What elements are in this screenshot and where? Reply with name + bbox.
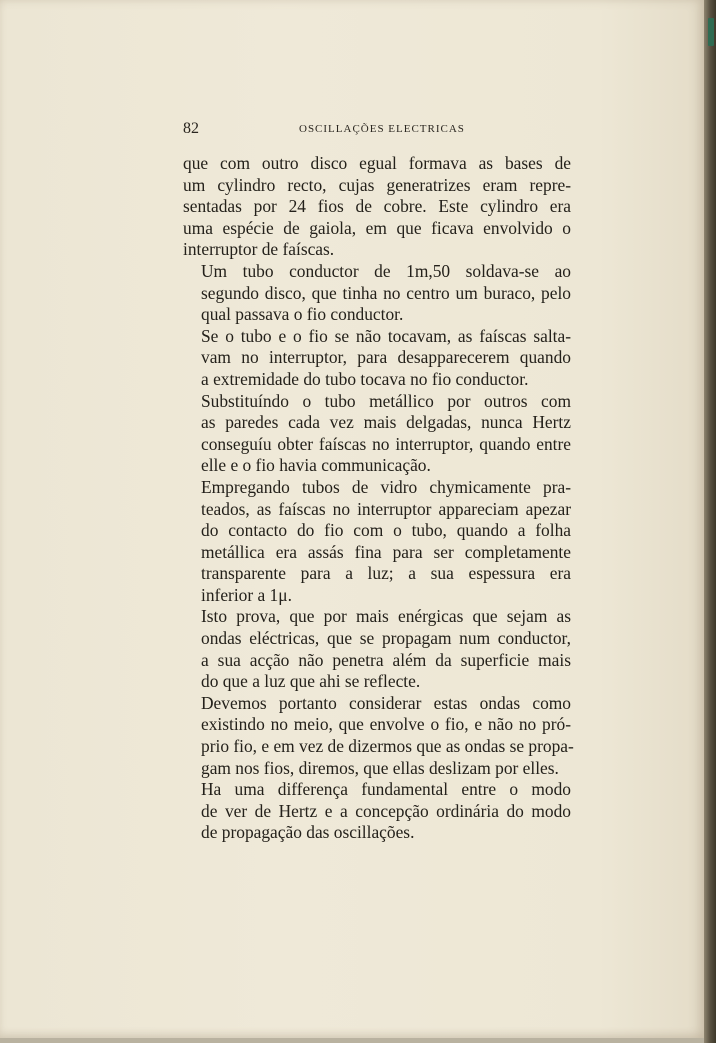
paragraph	[183, 477, 571, 607]
text-line: um cylindro recto, cujas generatrizes eram repre-	[183, 174, 571, 195]
text-line: segundo disco, que tinha no centro um buraco, pelo	[201, 282, 571, 303]
paragraph	[183, 153, 571, 261]
text-line: de propagação das oscillações.	[201, 822, 415, 843]
text-line: prio fio, e em vez de dizermos que as ondas se propa-	[201, 736, 574, 757]
text-line: Um tubo conductor de 1m,50 soldava-se ao	[201, 260, 571, 281]
text-line: do que a luz que ahi se reflecte.	[201, 671, 421, 692]
text-line: existindo no meio, que envolve o fio, e não no pró-	[201, 714, 571, 735]
text-line: as paredes cada vez mais delgadas, nunca Hertz	[201, 412, 571, 433]
text-line: Ha uma differença fundamental entre o modo	[201, 779, 571, 800]
paragraph	[183, 779, 571, 844]
text-line: a extremidade do tubo tocava no fio conductor.	[201, 368, 529, 389]
text-line: gam nos fios, diremos, que ellas deslizam por elles.	[201, 757, 559, 778]
text-line: sentadas por 24 fios de cobre. Este cylindro era	[183, 196, 571, 217]
text-line: Empregando tubos de vidro chymicamente pra-	[201, 476, 571, 497]
text-line: qual passava o fio conductor.	[201, 304, 404, 325]
book-spine-edge	[704, 0, 716, 1043]
body-text	[183, 153, 574, 844]
text-line: que com outro disco egual formava as bases de	[183, 153, 571, 173]
text-line: Substituíndo o tubo metállico por outros com	[201, 390, 571, 411]
text-line: vam no interruptor, para desapparecerem quando	[201, 347, 571, 368]
text-line: Isto prova, que por mais enérgicas que sejam as	[201, 606, 571, 627]
text-line: conseguíu obter faíscas no interruptor, quando entre	[201, 433, 571, 454]
paragraph	[183, 692, 574, 779]
text-line: a sua acção não penetra além da superficie mais	[201, 649, 571, 670]
text-line: Devemos portanto considerar estas ondas como	[201, 692, 571, 713]
paragraph	[183, 326, 571, 391]
text-line: do contacto do fio com o tubo, quando a folha	[201, 520, 571, 541]
text-line: interruptor de faíscas.	[183, 239, 335, 260]
text-line: Se o tubo e o fio se não tocavam, as faíscas salta-	[201, 325, 571, 346]
page-number: 82	[183, 120, 199, 137]
text-line: ondas eléctricas, que se propagam num conductor,	[201, 628, 571, 649]
text-line: de ver de Hertz e a concepção ordinária do modo	[201, 800, 571, 821]
text-line: teados, as faíscas no interruptor appareciam apezar	[201, 498, 571, 519]
paragraph	[183, 391, 571, 477]
text-line: uma espécie de gaiola, em que ficava envolvido o	[183, 217, 571, 238]
paragraph	[183, 261, 571, 326]
text-line: elle e o fio havia communicação.	[201, 455, 431, 476]
text-line: transparente para a luz; a sua espessura era	[201, 563, 571, 584]
text-line: metállica era assás fina para ser completamente	[201, 541, 571, 562]
bookmark-ribbon	[708, 18, 714, 46]
running-head: OSCILLAÇÕES ELECTRICAS	[299, 123, 465, 135]
text-line: inferior a 1μ.	[201, 584, 292, 605]
paragraph	[183, 606, 571, 692]
page-header	[183, 120, 571, 140]
